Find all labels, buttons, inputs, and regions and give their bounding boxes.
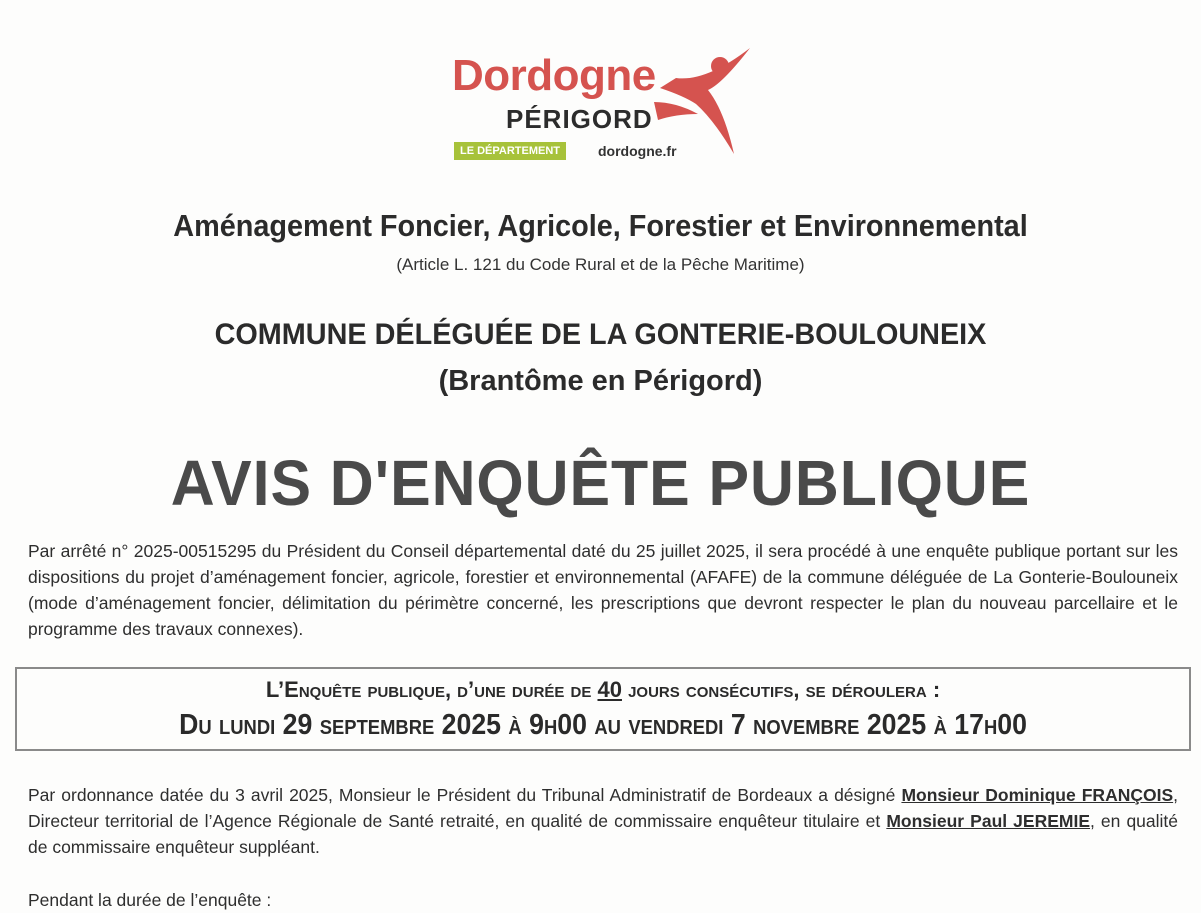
logo-tagline: LE DÉPARTEMENT: [454, 142, 566, 160]
ordonnance-paragraph: Par ordonnance datée du 3 avril 2025, Monsieur le Président du Tribunal Administratif de Bordeaux a désigné Monsieur Dominique FRANÇOIS, Directeur territorial de l’Agence Régionale de Santé retraité, en qualité de commissaire enquêteur titulaire et Monsieur Paul JEREMIE, en qualité de commissaire enquêteur suppléant.: [28, 785, 1179, 857]
cutoff-line: Pendant la durée de l’enquête :: [28, 890, 272, 910]
enquiry-dates-box: [15, 667, 1191, 751]
commune-subheading: (Brantôme en Périgord): [438, 365, 763, 397]
page-title: Aménagement Foncier, Agricole, Forestier et Environnemental: [173, 208, 1028, 243]
intro-paragraph: Par arrêté n° 2025-00515295 du Président du Conseil départemental daté du 25 juillet 2025, il sera procédé à une enquête publique portant sur les dispositions du projet d’aménagement foncier, agricole, forestier et environnemental (AFAFE) de la commune déléguée de La Gonterie-Boulouneix (mode d’aménagement foncier, délimitation du périmètre concerné, les prescriptions que devront respecter le plan du nouveau parcellaire et le programme des travaux connexes).: [28, 541, 1178, 639]
commune-heading: COMMUNE DÉLÉGUÉE DE LA GONTERIE-BOULOUNEIX: [214, 318, 987, 351]
commissioner-substitute: Monsieur Paul JEREMIE: [886, 811, 1091, 831]
duration-days: 40: [597, 677, 622, 702]
enquiry-duration-line: L’Enquête publique, d’une durée de 40 jours consécutifs, se déroulera :: [265, 677, 941, 702]
logo-url: dordogne.fr: [598, 143, 677, 159]
logo-region: PÉRIGORD: [506, 104, 653, 134]
title-article-reference: (Article L. 121 du Code Rural et de la Pêche Maritime): [396, 255, 805, 274]
enquiry-dates-line: Du lundi 29 septembre 2025 à 9h00 au vendredi 7 novembre 2025 à 17h00: [179, 709, 1027, 741]
logo-wordmark: Dordogne: [452, 51, 656, 100]
dordogne-logo: [448, 44, 768, 162]
figure-icon: [646, 44, 758, 162]
notice-heading: AVIS D'ENQUÊTE PUBLIQUE: [170, 447, 1031, 519]
commissioner-titular: Monsieur Dominique FRANÇOIS: [901, 785, 1174, 805]
